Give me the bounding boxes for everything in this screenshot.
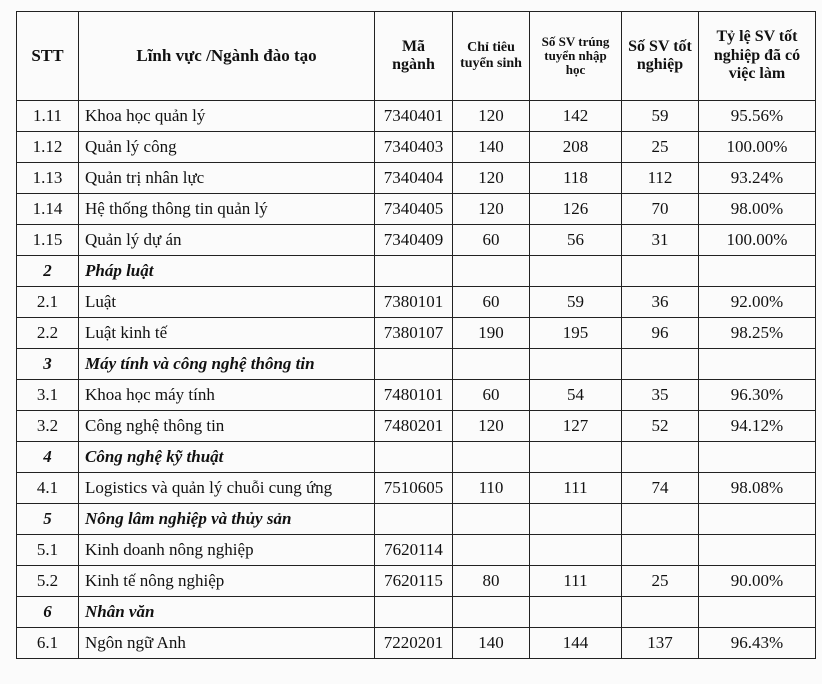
row-admitted: 126 <box>530 194 622 225</box>
row-program-code: 7340409 <box>375 225 453 256</box>
row-employment-rate: 98.08% <box>699 473 816 504</box>
row-program-code: 7340405 <box>375 194 453 225</box>
table-row <box>17 287 816 318</box>
row-quota: 190 <box>453 318 530 349</box>
row-stt: 1.13 <box>17 163 79 194</box>
row-program-code: 7480201 <box>375 411 453 442</box>
group-row <box>17 442 816 473</box>
empty-cell <box>530 504 622 535</box>
empty-cell <box>453 442 530 473</box>
table-row <box>17 411 816 442</box>
row-employment-rate: 92.00% <box>699 287 816 318</box>
empty-cell <box>375 349 453 380</box>
table-row <box>17 101 816 132</box>
row-stt: 2.2 <box>17 318 79 349</box>
row-program-name: Công nghệ thông tin <box>79 411 375 442</box>
table-row <box>17 628 816 659</box>
empty-cell <box>530 349 622 380</box>
row-admitted: 208 <box>530 132 622 163</box>
header-code: Mã ngành <box>375 12 453 101</box>
row-graduated: 96 <box>622 318 699 349</box>
group-name: Công nghệ kỹ thuật <box>79 442 375 473</box>
row-program-code: 7340404 <box>375 163 453 194</box>
row-employment-rate: 93.24% <box>699 163 816 194</box>
row-graduated: 52 <box>622 411 699 442</box>
row-graduated: 31 <box>622 225 699 256</box>
row-program-name: Khoa học quản lý <box>79 101 375 132</box>
row-stt: 5.1 <box>17 535 79 566</box>
table-row <box>17 163 816 194</box>
table-row <box>17 194 816 225</box>
row-program-code: 7620114 <box>375 535 453 566</box>
row-graduated: 74 <box>622 473 699 504</box>
header-stt: STT <box>17 12 79 101</box>
row-admitted: 118 <box>530 163 622 194</box>
empty-cell <box>375 597 453 628</box>
row-quota: 140 <box>453 132 530 163</box>
row-admitted: 144 <box>530 628 622 659</box>
row-admitted: 142 <box>530 101 622 132</box>
row-program-code: 7340401 <box>375 101 453 132</box>
row-employment-rate: 98.25% <box>699 318 816 349</box>
row-program-code: 7480101 <box>375 380 453 411</box>
row-quota: 110 <box>453 473 530 504</box>
row-program-name: Quản lý dự án <box>79 225 375 256</box>
row-program-name: Kinh doanh nông nghiệp <box>79 535 375 566</box>
group-number: 6 <box>17 597 79 628</box>
group-name: Pháp luật <box>79 256 375 287</box>
row-admitted <box>530 535 622 566</box>
empty-cell <box>530 597 622 628</box>
group-number: 3 <box>17 349 79 380</box>
row-admitted: 54 <box>530 380 622 411</box>
row-quota: 60 <box>453 287 530 318</box>
group-row <box>17 504 816 535</box>
group-number: 5 <box>17 504 79 535</box>
empty-cell <box>699 597 816 628</box>
table-header <box>17 12 816 101</box>
table-row <box>17 132 816 163</box>
row-graduated: 59 <box>622 101 699 132</box>
table-body <box>17 101 816 659</box>
empty-cell <box>622 256 699 287</box>
group-name: Nông lâm nghiệp và thủy sản <box>79 504 375 535</box>
row-program-name: Hệ thống thông tin quản lý <box>79 194 375 225</box>
row-graduated: 137 <box>622 628 699 659</box>
row-quota: 120 <box>453 101 530 132</box>
row-graduated <box>622 535 699 566</box>
row-employment-rate: 94.12% <box>699 411 816 442</box>
group-number: 4 <box>17 442 79 473</box>
row-quota: 120 <box>453 411 530 442</box>
empty-cell <box>622 597 699 628</box>
row-graduated: 25 <box>622 566 699 597</box>
group-row <box>17 349 816 380</box>
row-program-name: Luật kinh tế <box>79 318 375 349</box>
row-stt: 1.14 <box>17 194 79 225</box>
empty-cell <box>375 442 453 473</box>
row-graduated: 36 <box>622 287 699 318</box>
row-program-name: Luật <box>79 287 375 318</box>
row-employment-rate: 90.00% <box>699 566 816 597</box>
table-row <box>17 566 816 597</box>
row-program-code: 7340403 <box>375 132 453 163</box>
row-quota: 60 <box>453 225 530 256</box>
row-employment-rate: 100.00% <box>699 225 816 256</box>
row-admitted: 127 <box>530 411 622 442</box>
row-employment-rate: 96.30% <box>699 380 816 411</box>
row-admitted: 111 <box>530 473 622 504</box>
row-quota: 140 <box>453 628 530 659</box>
group-number: 2 <box>17 256 79 287</box>
empty-cell <box>699 349 816 380</box>
row-graduated: 112 <box>622 163 699 194</box>
row-graduated: 35 <box>622 380 699 411</box>
row-program-code: 7220201 <box>375 628 453 659</box>
row-stt: 3.1 <box>17 380 79 411</box>
table-row <box>17 535 816 566</box>
row-quota: 60 <box>453 380 530 411</box>
row-program-name: Logistics và quản lý chuỗi cung ứng <box>79 473 375 504</box>
empty-cell <box>375 256 453 287</box>
row-employment-rate: 98.00% <box>699 194 816 225</box>
empty-cell <box>622 504 699 535</box>
row-quota <box>453 535 530 566</box>
header-row <box>17 12 816 101</box>
header-field: Lĩnh vực /Ngành đào tạo <box>79 12 375 101</box>
row-program-name: Kinh tế nông nghiệp <box>79 566 375 597</box>
row-stt: 4.1 <box>17 473 79 504</box>
empty-cell <box>453 597 530 628</box>
empty-cell <box>453 349 530 380</box>
row-stt: 2.1 <box>17 287 79 318</box>
empty-cell <box>699 504 816 535</box>
row-program-code: 7380107 <box>375 318 453 349</box>
row-program-name: Quản lý công <box>79 132 375 163</box>
row-stt: 1.11 <box>17 101 79 132</box>
row-stt: 6.1 <box>17 628 79 659</box>
group-row <box>17 256 816 287</box>
row-graduated: 70 <box>622 194 699 225</box>
row-quota: 120 <box>453 163 530 194</box>
row-admitted: 195 <box>530 318 622 349</box>
empty-cell <box>622 442 699 473</box>
row-quota: 120 <box>453 194 530 225</box>
header-graduated: Số SV tốt nghiệp <box>622 12 699 101</box>
group-name: Nhân văn <box>79 597 375 628</box>
row-quota: 80 <box>453 566 530 597</box>
training-statistics-table <box>16 11 816 659</box>
row-employment-rate: 100.00% <box>699 132 816 163</box>
row-stt: 5.2 <box>17 566 79 597</box>
empty-cell <box>530 442 622 473</box>
empty-cell <box>699 442 816 473</box>
row-employment-rate <box>699 535 816 566</box>
row-program-name: Ngôn ngữ Anh <box>79 628 375 659</box>
row-program-name: Quản trị nhân lực <box>79 163 375 194</box>
table-row <box>17 225 816 256</box>
empty-cell <box>699 256 816 287</box>
empty-cell <box>453 256 530 287</box>
header-employment-rate: Tỷ lệ SV tốt nghiệp đã có việc làm <box>699 12 816 101</box>
table-row <box>17 318 816 349</box>
row-stt: 1.15 <box>17 225 79 256</box>
group-name: Máy tính và công nghệ thông tin <box>79 349 375 380</box>
table-row <box>17 380 816 411</box>
group-row <box>17 597 816 628</box>
empty-cell <box>622 349 699 380</box>
row-employment-rate: 96.43% <box>699 628 816 659</box>
row-program-code: 7510605 <box>375 473 453 504</box>
header-admitted: Số SV trúng tuyển nhập học <box>530 12 622 101</box>
row-program-name: Khoa học máy tính <box>79 380 375 411</box>
empty-cell <box>453 504 530 535</box>
row-admitted: 59 <box>530 287 622 318</box>
row-program-code: 7620115 <box>375 566 453 597</box>
row-employment-rate: 95.56% <box>699 101 816 132</box>
header-quota: Chỉ tiêu tuyển sinh <box>453 12 530 101</box>
empty-cell <box>375 504 453 535</box>
row-stt: 3.2 <box>17 411 79 442</box>
row-admitted: 111 <box>530 566 622 597</box>
row-admitted: 56 <box>530 225 622 256</box>
empty-cell <box>530 256 622 287</box>
row-stt: 1.12 <box>17 132 79 163</box>
table-row <box>17 473 816 504</box>
row-program-code: 7380101 <box>375 287 453 318</box>
row-graduated: 25 <box>622 132 699 163</box>
